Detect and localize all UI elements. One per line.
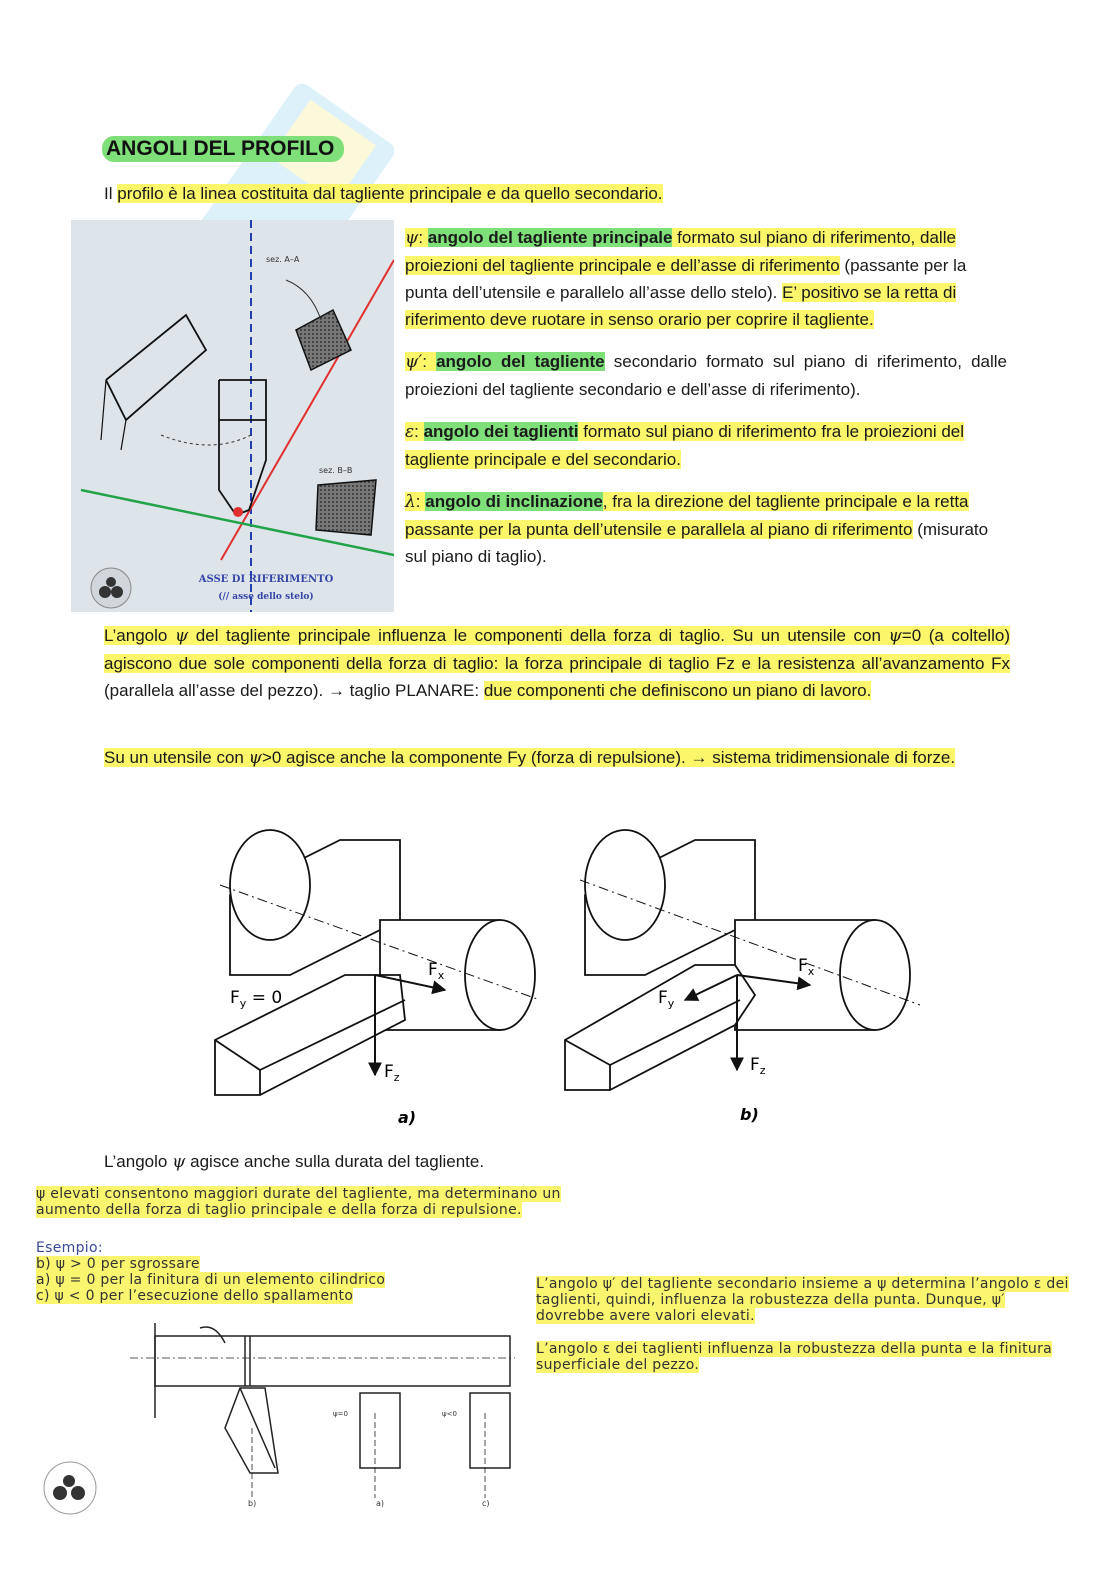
sec-a-label: sez. A–A [266,255,300,264]
figure-caption-1: ASSE DI RIFERIMENTO [198,574,334,585]
scan-note-psi-prime: L’angolo ψ′ del tagliente secondario insieme a ψ determina l’angolo ε dei taglienti, quindi, influenza la robustezza della punta. Dunque, ψ′ dovrebbe avere valori elevati. [536,1276,1069,1324]
label-fz-b: $F_z$ [750,1055,766,1077]
tool-geometry-figure [71,220,394,612]
paragraph-tridimensional: Su un utensile con ψ>0 agisce anche la componente Fy (forza di repulsione). → sistema tridimensionale di forze. [104,748,956,768]
figure-caption-2: (// asse dello stelo) [218,592,314,602]
cutting-forces-figure [200,825,930,1135]
label-fy-b: $F_y$ [658,988,675,1010]
label-b: b) [740,1105,759,1124]
label-psi-zero: ψ=0 [333,1410,348,1418]
label-fx-a: $F_x$ [428,960,445,982]
turning-examples-figure [30,1318,520,1518]
def-psi: ψ: angolo del tagliente principale formato sul piano di riferimento, dalle proiezioni del tagliente principale e dell’asse di riferimento (passante per la punta dell’utensile e parallelo all’asse dello stelo). E’ positivo se la retta di riferimento deve ruotare in senso orario per coprire il tagliente. [405,228,967,329]
label-fy-zero: $F_y = 0$ [230,988,283,1010]
def-psi-prime: ψ′: angolo del tagliente secondario formato sul piano di riferimento, dalle proiezioni del tagliente secondario e dell’asse di riferimento). [405,352,1007,399]
scan-note-psi: ψ elevati consentono maggiori durate del tagliente, ma determinano un aumento della forza di taglio principale e della forza di repulsione. [36,1186,561,1218]
label-bottom-b: b) [248,1499,257,1508]
label-bottom-c: c) [482,1499,490,1508]
paragraph-durata: L’angolo ψ agisce anche sulla durata del tagliente. [104,1152,485,1172]
label-bottom-a: a) [376,1499,385,1508]
sec-b-label: sez. B–B [319,466,353,475]
logo-icon [44,1462,96,1514]
label-fx-b: $F_x$ [798,956,815,978]
def-lambda: λ: angolo di inclinazione, fra la direzione del tagliente principale e la retta passante per la punta dell’utensile e parallela al piano di riferimento (misurato sul piano di taglio). [405,492,989,566]
def-epsilon: ε: angolo dei taglienti formato sul piano di riferimento fra le proiezioni del tagliente principale e del secondario. [405,422,965,469]
angle-definitions [405,224,1007,585]
paragraph-psi-forces: L’angolo ψ del tagliente principale influenza le componenti della forza di taglio. Su un utensile con ψ=0 (a coltello) agiscono due sole componenti della forza di taglio: la forza principale di taglio Fz e la resistenza all’avanzamento Fx (parallela all’asse del pezzo). → taglio PLANARE: due componenti che definiscono un piano di lavoro. [104,626,1010,700]
label-fz-a: $F_z$ [384,1062,400,1084]
intro-text: Il profilo è la linea costituita dal tagliente principale e da quello secondario. [104,184,663,203]
label-a: a) [398,1108,417,1127]
label-psi-neg: ψ<0 [442,1410,457,1418]
scan-note-epsilon: L’angolo ε dei taglienti influenza la robustezza della punta e la finitura superficiale del pezzo. [536,1341,1053,1373]
section-title: ANGOLI DEL PROFILO [102,136,344,162]
example-list: Esempio: b) ψ > 0 per sgrossare a) ψ = 0 per la finitura di un elemento cilindrico c) ψ < 0 per l’esecuzione dello spallamento [36,1240,386,1304]
